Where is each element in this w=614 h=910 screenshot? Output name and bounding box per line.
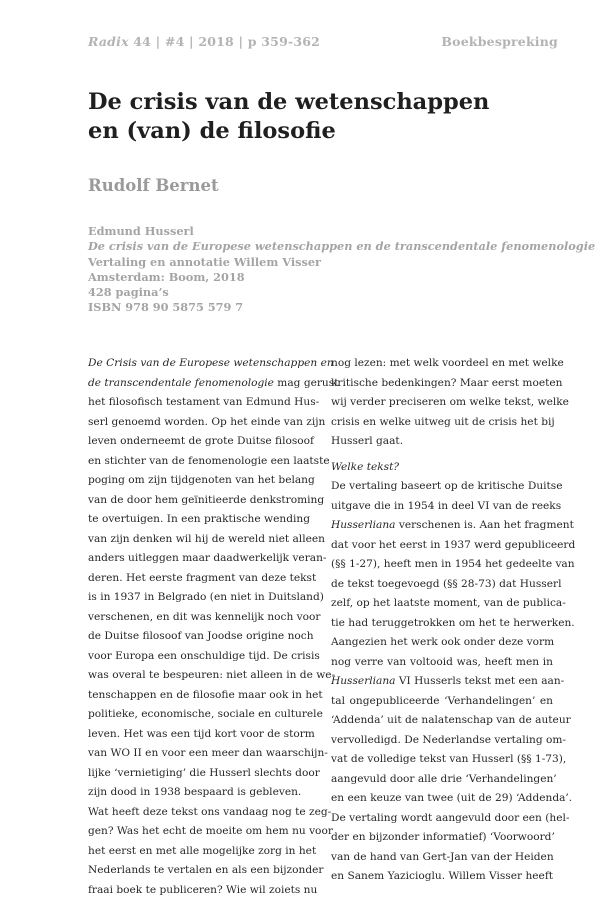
body-text-line (88, 822, 333, 842)
body-text-line (331, 432, 553, 452)
body-column-left (88, 354, 339, 900)
body-text-line (88, 764, 320, 784)
body-text-line (331, 731, 567, 751)
regular-text: was overal te bespeuren: niet alleen in de we- (88, 669, 336, 681)
body-text-line (88, 432, 314, 452)
book-pages: 428 pagina’s (88, 285, 169, 300)
body-text-line (88, 393, 320, 413)
book-title: De crisis van de Europese wetenschappen en de transcendentale fenomenologie (88, 239, 596, 254)
regular-text: tenschappen en de filosofie maar ook in het (88, 688, 323, 701)
regular-text: nog lezen: met welk voordeel en met welke (331, 357, 564, 369)
body-text-line (88, 491, 325, 511)
book-reference (88, 224, 596, 316)
body-text-line (88, 705, 323, 725)
journal-name: Radix (88, 34, 129, 49)
regular-text: van WO II en voor een meer dan waarschijn- (88, 747, 328, 759)
italic-text: Husserliana (331, 675, 396, 687)
running-head (88, 34, 558, 54)
regular-text: zijn dood in 1938 bespaard is gebleven. (88, 786, 302, 798)
article-title-line-2: en (van) de filosofie (88, 118, 336, 144)
book-author: Edmund Husserl (88, 224, 194, 238)
body-text-line (331, 374, 563, 394)
regular-text: De vertaling baseert op de kritische Duitse (331, 480, 563, 492)
regular-text: zelf, op het laatste moment, van de publica- (331, 597, 566, 609)
article-title-line-1: De crisis van de wetenschappen (88, 89, 490, 115)
regular-text: het filosofisch testament van Edmund Hus- (88, 396, 320, 408)
italic-text: De Crisis van de Europese wetenschappen en (88, 357, 334, 369)
body-text-line (331, 653, 553, 673)
body-text-line (88, 588, 324, 608)
regular-text: en stichter van de fenomenologie een laatste (88, 454, 330, 467)
body-text-line (331, 497, 562, 517)
body-text-line (331, 809, 570, 829)
body-text-line (331, 594, 566, 614)
body-text-line (331, 711, 571, 731)
body-text-line (331, 575, 562, 595)
regular-text: crisis en welke uitweg uit de crisis het bij (331, 415, 555, 428)
regular-text: tie had teruggetrokken om het te herwerken. (331, 616, 575, 629)
body-text-line (88, 744, 328, 764)
body-text-line (331, 770, 557, 790)
body-text-line (88, 647, 320, 667)
body-text-line (331, 789, 573, 809)
body-text-line (88, 549, 327, 569)
regular-text: is in 1937 in Belgrado (en niet in Duitsland) (88, 591, 324, 603)
regular-text: te overtuigen. In een praktische wending (88, 513, 310, 525)
regular-text: tal ongepubliceerde ‘Verhandelingen’ en (331, 694, 553, 707)
body-text-line (88, 608, 321, 628)
regular-text: het eerst en met alle mogelijke zorg in het (88, 844, 317, 857)
regular-text: deren. Het eerste fragment van deze tekst (88, 571, 317, 584)
regular-text: uitgave die in 1954 in deel VI van de reeks (331, 499, 562, 512)
body-text-line (331, 848, 553, 868)
regular-text: politieke, economische, sociale en culturele (88, 708, 323, 720)
body-text-line (331, 692, 553, 712)
regular-text: VI Husserls tekst met een aan- (395, 675, 565, 687)
regular-text: ‘Addenda’ uit de nalatenschap van de auteur (331, 714, 571, 726)
regular-text: verschenen is. Aan het fragment (395, 519, 574, 531)
italic-text: de transcendentale fenomenologie (88, 376, 274, 389)
regular-text: en een keuze van twee (uit de 29) ‘Addenda’. (331, 792, 573, 804)
regular-text: vervolledigd. De Nederlandse vertaling om- (331, 733, 567, 746)
regular-text: Nederlands te vertalen en als een bijzonder (88, 864, 324, 876)
body-text-line (88, 627, 314, 647)
body-text-line (331, 458, 553, 478)
book-isbn: ISBN 978 90 5875 579 7 (88, 300, 244, 315)
regular-text: dat voor het eerst in 1937 werd gepubliceerd (331, 538, 576, 551)
regular-text: De vertaling wordt aangevuld door een (hel- (331, 811, 570, 824)
regular-text: van zijn denken wil hij de wereld niet alleen (88, 532, 325, 545)
body-text-line (331, 477, 563, 497)
regular-text: serl genoemd worden. Op het einde van zijn (88, 415, 326, 428)
body-text-line (331, 536, 576, 556)
regular-text: voor Europa een onschuldige tijd. De crisis (88, 649, 320, 662)
regular-text: Wat heeft deze tekst ons vandaag nog te zeg- (88, 805, 332, 818)
journal-citation (88, 34, 320, 49)
regular-text: lijke ‘vernietiging’ die Husserl slechts door (88, 766, 320, 779)
body-text-line (88, 374, 339, 394)
body-text-line (331, 672, 565, 692)
book-translation: Vertaling en annotatie Willem Visser (88, 254, 321, 269)
regular-text: kritische bedenkingen? Maar eerst moeten (331, 376, 563, 389)
regular-text: leven. Het was een tijd kort voor de storm (88, 727, 315, 740)
body-text-line (88, 725, 315, 745)
body-text-line (331, 516, 574, 536)
body-text-line (331, 354, 564, 374)
body-text-line (88, 510, 310, 530)
regular-text: Husserl gaat. (331, 435, 404, 447)
regular-text: gen? Was het echt de moeite om hem nu voor (88, 825, 333, 837)
italic-text: Welke tekst? (331, 460, 400, 473)
regular-text: mag gerust (273, 376, 339, 389)
body-text-line (88, 666, 336, 686)
regular-text: anders uitleggen maar daadwerkelijk veran- (88, 552, 327, 564)
body-column-right (331, 354, 576, 887)
body-text-line (88, 569, 317, 589)
body-text-line (88, 881, 318, 901)
book-publisher: Amsterdam: Boom, 2018 (88, 269, 245, 284)
italic-text: Husserliana (331, 519, 396, 531)
regular-text: en Sanem Yazicioglu. Willem Visser heeft (331, 870, 553, 882)
body-text-line (88, 861, 324, 881)
regular-text: Aangezien het werk ook onder deze vorm (331, 636, 555, 648)
regular-text: van de hand van Gert-Jan van der Heiden (331, 850, 554, 863)
regular-text: (§§ 1-27), heeft men in 1954 het gedeelte van (331, 558, 575, 570)
regular-text: van de door hem geïnitieerde denkstroming (88, 493, 325, 506)
body-text-line (331, 828, 553, 848)
body-text-line (88, 452, 330, 472)
body-text-line (88, 471, 315, 491)
regular-text: verschenen, en dit was kennelijk noch voor (88, 610, 321, 623)
regular-text: aangevuld door alle drie ‘Verhandelingen’ (331, 772, 557, 785)
body-text-line (331, 393, 569, 413)
body-text-line (88, 842, 317, 862)
regular-text: de tekst toegevoegd (§§ 28-73) dat Husserl (331, 577, 562, 590)
body-text-line (331, 633, 553, 653)
regular-text: poging om zijn tijdgenoten van het belang (88, 474, 315, 486)
body-text-line (331, 614, 575, 634)
body-text-line (331, 413, 553, 433)
body-text-line (88, 803, 332, 823)
body-text-line (88, 413, 326, 433)
regular-text: fraai boek te publiceren? Wie wil zoiets nu (88, 883, 318, 896)
body-text-line (331, 750, 567, 770)
body-text-line (88, 783, 310, 803)
article-author: Rudolf Bernet (88, 176, 219, 195)
section-label: Boekbespreking (441, 34, 558, 49)
journal-volume-pages: 44 | #4 | 2018 | p 359-362 (133, 34, 321, 49)
body-text-line (88, 354, 334, 374)
body-text-line (331, 867, 553, 887)
body-text-line (331, 555, 575, 575)
body-text-line (88, 686, 323, 706)
regular-text: vat de volledige tekst van Husserl (§§ 1-73), (331, 753, 567, 765)
body-text-line (88, 530, 325, 550)
regular-text: nog verre van voltooid was, heeft men in (331, 655, 553, 668)
regular-text: wij verder preciseren om welke tekst, welke (331, 396, 569, 408)
article-title (88, 88, 528, 146)
regular-text: der en bijzonder informatief) ‘Voorwoord’ (331, 831, 555, 843)
regular-text: de Duitse filosoof van Joodse origine noch (88, 630, 314, 642)
regular-text: leven onderneemt de grote Duitse filosoof (88, 435, 314, 447)
